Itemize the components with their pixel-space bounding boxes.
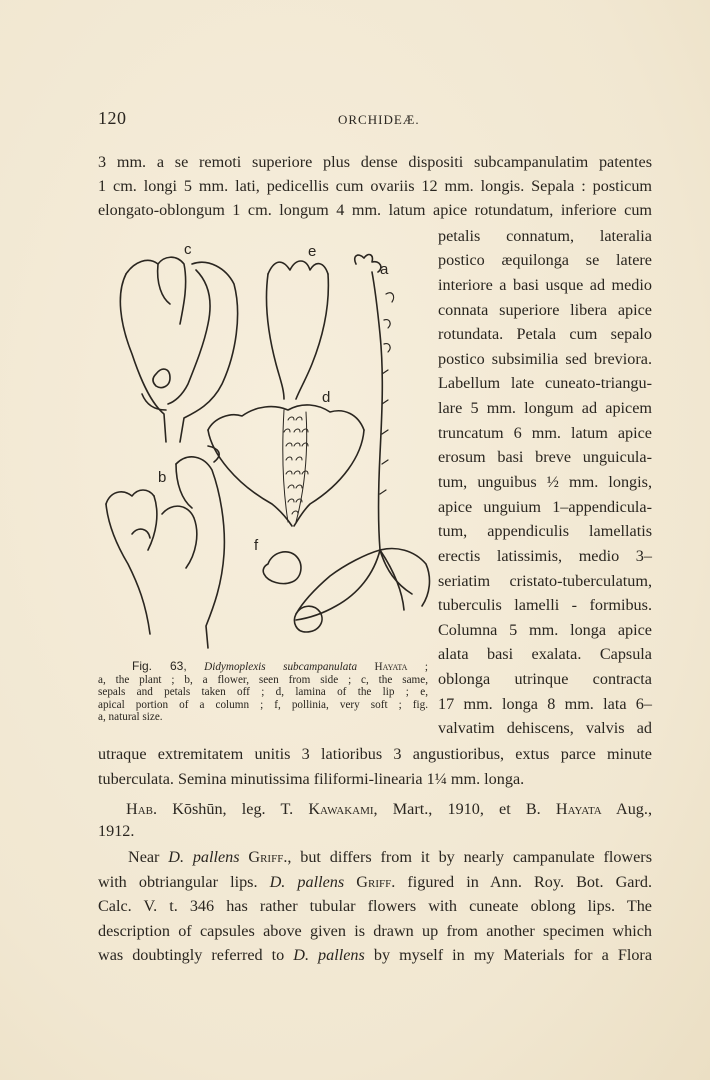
note-line: description of capsules above given is drawn up from another specimen which xyxy=(98,922,652,940)
body-line: interiore a basi usque ad medio xyxy=(438,276,652,294)
body-line: Columna 5 mm. longa apice xyxy=(438,621,652,639)
body-line: truncatum 6 mm. latum apice xyxy=(438,424,652,442)
habitat-paragraph xyxy=(98,797,652,821)
author-name: Griff. xyxy=(248,848,288,866)
figure-label-f: f xyxy=(254,537,259,554)
caption-punct: ; xyxy=(407,661,428,673)
body-line: postico æquilonga se latere xyxy=(438,251,652,269)
note-line xyxy=(98,845,652,869)
caption-line: a, the plant ; b, a flower, seen from side ; c, the same, xyxy=(98,673,428,686)
body-line: tuberculata. Semina minutissima filiformi-linearia 1¼ mm. longa. xyxy=(98,770,525,788)
note-line: Calc. V. t. 346 has rather tubular flowers with cuneate oblong lips. The xyxy=(98,897,652,915)
body-line: tum, unguibus ½ mm. longis, xyxy=(438,473,652,491)
habitat-text: , Mart., 1910, et B. xyxy=(373,800,556,818)
note-line xyxy=(98,870,652,894)
running-title: ORCHIDEÆ. xyxy=(338,112,420,127)
habitat-label: Hab. xyxy=(126,800,158,818)
body-line: erectis latissimis, medio 3– xyxy=(438,547,652,565)
body-line: seriatim cristato-tuberculatum, xyxy=(438,572,652,590)
caption-line: apical portion of a column ; f, pollinia, very soft ; fig. xyxy=(98,698,428,711)
note-text: with obtriangular lips. xyxy=(98,873,270,891)
habitat-year: 1912. xyxy=(98,822,135,840)
body-line: valvatim dehiscens, valvis ad xyxy=(438,719,652,737)
figure-label-e: e xyxy=(308,243,317,260)
species-name: D. pallens xyxy=(168,848,240,866)
collector-name: Hayata xyxy=(555,800,602,818)
figure-caption xyxy=(98,660,428,724)
figure-f-pollinia xyxy=(263,552,301,584)
botanical-figure xyxy=(96,234,436,654)
body-line: lare 5 mm. longum ad apicem xyxy=(438,399,652,417)
body-line: 3 mm. a se remoti superiore plus dense dispositi subcampanulatim patentes xyxy=(98,153,652,171)
body-line: 17 mm. longa 8 mm. lata 6– xyxy=(438,695,652,713)
note-text xyxy=(344,873,356,891)
figure-label-d: d xyxy=(322,389,331,406)
note-text: figured in Ann. Roy. Bot. Gard. xyxy=(395,873,653,891)
caption-fig-number: Fig. 63, xyxy=(132,659,187,673)
body-line: tum, appendiculis lamellatis xyxy=(438,522,652,540)
note-text: by myself in my Materials for a Flora xyxy=(364,946,653,964)
caption-author: Hayata xyxy=(374,661,408,673)
note-text: was doubtingly referred to xyxy=(98,946,294,964)
figure-c-flower xyxy=(120,257,237,442)
figure-e-column xyxy=(266,261,328,399)
figure-label-c: c xyxy=(184,241,192,258)
body-line: tuberculis lamelli - formibus. xyxy=(438,596,652,614)
body-line: postico subsimilia sed breviora. xyxy=(438,350,652,368)
collector-name: Kawakami xyxy=(308,800,374,818)
figure-label-a: a xyxy=(380,261,389,278)
caption-line: sepals and petals taken off ; d, lamina of the lip ; e, xyxy=(98,686,428,699)
body-line: alata basi exalata. Capsula xyxy=(438,645,652,663)
figure-label-b: b xyxy=(158,469,167,486)
note-text: , but differs from it by nearly campanulate flowers xyxy=(287,848,652,866)
author-name: Griff. xyxy=(356,873,396,891)
habitat-text: Kōshūn, leg. T. xyxy=(157,800,309,818)
body-line: 1 cm. longi 5 mm. lati, pedicellis cum ovariis 12 mm. longis. Sepala : posticum xyxy=(98,177,652,195)
body-line: oblonga utrinque contracta xyxy=(438,670,652,688)
note-line xyxy=(98,943,652,967)
body-line: Labellum late cuneato-triangu- xyxy=(438,374,652,392)
body-line: erosum basi breve unguicula- xyxy=(438,448,652,466)
habitat-text: Aug., xyxy=(601,800,652,818)
caption-species: Didymoplexis subcampanulata xyxy=(204,661,358,673)
figure-d-lip xyxy=(208,405,364,526)
body-line: rotundata. Petala cum sepalo xyxy=(438,325,652,343)
note-text: Near xyxy=(128,848,169,866)
page-number: 120 xyxy=(98,108,127,128)
species-name: D. pallens xyxy=(293,946,365,964)
caption-line xyxy=(98,660,428,674)
caption-line: a, natural size. xyxy=(98,711,163,724)
body-line: apice unguium 1–appendicula- xyxy=(438,498,652,516)
body-line: elongato-oblongum 1 cm. longum 4 mm. latum apice rotundatum, inferiore cum xyxy=(98,201,652,219)
species-name: D. pallens xyxy=(269,873,345,891)
body-line: connata superiore libera apice xyxy=(438,301,652,319)
body-line: utraque extremitatem unitis 3 latioribus 3 angustioribus, extus parce minute xyxy=(98,745,652,763)
body-line: petalis connatum, lateralia xyxy=(438,227,652,245)
